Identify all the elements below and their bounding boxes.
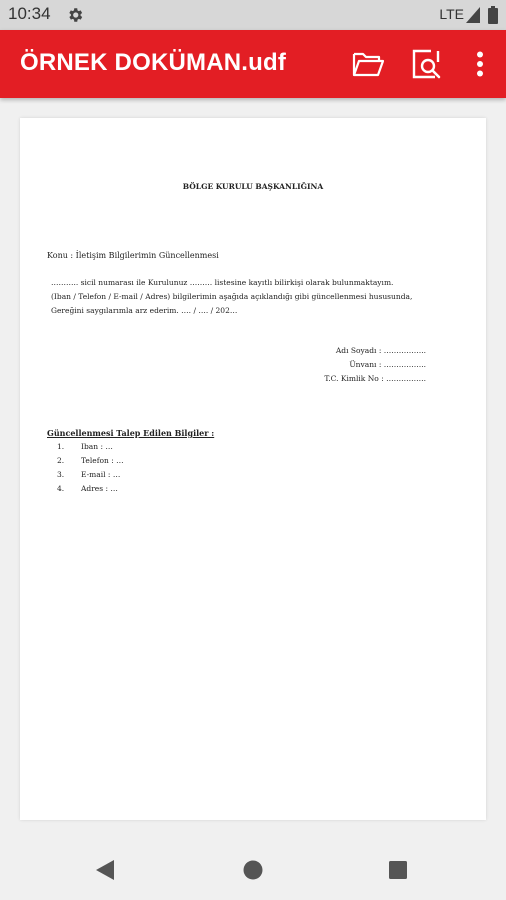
status-time: 10:34 (8, 4, 51, 23)
signal-icon (466, 7, 480, 23)
body-line: ……….. sicil numarası ile Kurulunuz ……… listesine kayıtlı bilirkişi olarak bulunmaktayım. (51, 278, 394, 287)
network-type: LTE (439, 6, 464, 22)
signature-id-line: T.C. Kimlik No : ……………. (324, 374, 426, 383)
list-item-number: 1. (57, 442, 65, 451)
list-item (57, 484, 118, 493)
requests-heading: Güncellenmesi Talep Edilen Bilgiler : (47, 428, 215, 438)
more-options-button[interactable] (460, 44, 500, 84)
signature-title-line: Ünvanı : …………….. (349, 360, 426, 369)
more-vert-icon (476, 51, 484, 77)
search-document-button[interactable] (407, 44, 447, 84)
letter-heading: BÖLGE KURULU BAŞKANLIĞINA (182, 182, 324, 191)
app-bar (0, 30, 506, 98)
back-button[interactable] (93, 858, 117, 882)
search-document-icon (411, 48, 443, 80)
body-line: Gereğini saygılarımla arz ederim. …. / …. / 202… (51, 306, 238, 315)
document-page[interactable] (20, 118, 486, 820)
home-button[interactable] (241, 858, 265, 882)
list-item-number: 4. (57, 484, 65, 493)
list-item-text: E-mail : … (81, 470, 121, 479)
list-item (57, 456, 124, 465)
recents-icon (388, 860, 408, 880)
battery-icon (488, 6, 498, 24)
gear-icon (66, 6, 84, 24)
list-item-text: Telefon : … (81, 456, 124, 465)
list-item (57, 470, 120, 479)
signature-name-line: Adı Soyadı : …………….. (335, 346, 426, 355)
list-item-text: Adres : … (81, 484, 118, 493)
open-file-button[interactable] (348, 44, 388, 84)
status-bar (0, 0, 506, 30)
letter-subject: Konu : İletişim Bilgilerimin Güncellenmesi (47, 251, 219, 260)
list-item-text: Iban : … (81, 442, 113, 451)
list-item-number: 3. (57, 470, 65, 479)
system-navigation-bar (0, 840, 506, 900)
list-item-number: 2. (57, 456, 65, 465)
recents-button[interactable] (386, 858, 410, 882)
folder-open-icon (352, 50, 384, 78)
back-icon (95, 859, 115, 881)
body-line: (Iban / Telefon / E-mail / Adres) bilgilerimin aşağıda açıklandığı gibi güncellenmesi hususunda, (51, 292, 413, 301)
list-item (57, 442, 113, 451)
home-icon (242, 859, 264, 881)
document-title: ÖRNEK DOKÜMAN.udf (20, 49, 287, 76)
